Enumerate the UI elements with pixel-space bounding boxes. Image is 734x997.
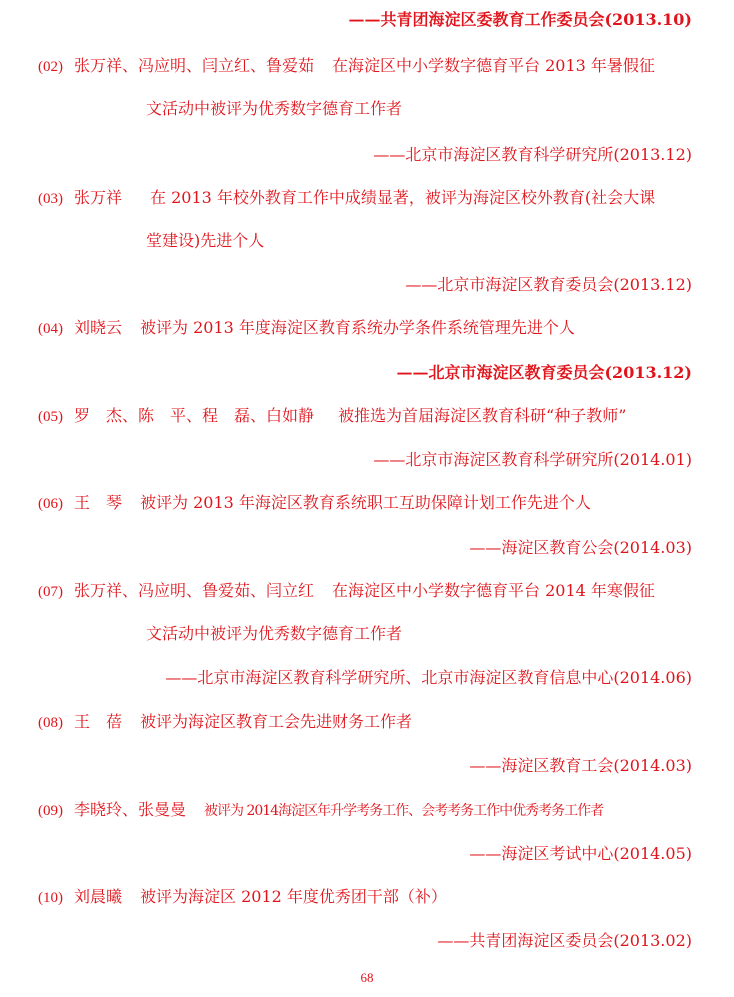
entry-number: (04)	[38, 321, 63, 337]
award-description: 被推选为首届海淀区教育科研“种子教师”	[338, 406, 627, 425]
award-description: 被评为海淀区教育工会先进财务工作者	[140, 712, 413, 731]
entry-number: (03)	[38, 191, 63, 207]
award-description-continued: 堂建设)先进个人	[146, 231, 265, 250]
award-description: 被评为 2013 年度海淀区教育系统办学条件系统管理先进个人	[140, 318, 575, 337]
award-description-continued: 文活动中被评为优秀数字德育工作者	[146, 99, 403, 118]
issuer-line: ——北京市海淀区教育委员会(2013.12)	[405, 275, 692, 294]
recipient-names: 张万祥、冯应明、闫立红、鲁爱茹	[74, 56, 315, 75]
entry-number: (02)	[38, 59, 63, 75]
award-entry	[38, 56, 655, 77]
issuer-line: ——北京市海淀区教育科学研究所(2013.12)	[373, 145, 692, 164]
recipient-names: 刘晓云	[74, 318, 123, 337]
award-entry	[38, 493, 591, 514]
issuer-line: ——海淀区教育工会(2014.03)	[469, 756, 692, 775]
recipient-names: 王 蓓	[74, 712, 123, 731]
issuer-line: ——海淀区教育公会(2014.03)	[469, 538, 692, 557]
award-entry	[38, 581, 655, 602]
issuer-line: ——北京市海淀区教育委员会(2013.12)	[396, 363, 692, 382]
entry-number: (06)	[38, 496, 63, 512]
recipient-names: 张万祥	[74, 188, 123, 207]
entry-number: (10)	[38, 890, 63, 906]
award-description: 在海淀区中小学数字德育平台 2013 年暑假征	[332, 56, 655, 75]
entry-number: (07)	[38, 584, 63, 600]
recipient-names: 张万祥、冯应明、鲁爱茹、闫立红	[74, 581, 315, 600]
page-number: 68	[360, 970, 374, 985]
award-entry	[38, 318, 575, 339]
issuer-line: ——共青团海淀区委教育工作委员会(2013.10)	[348, 10, 692, 29]
recipient-names: 罗 杰、陈 平、程 磊、白如静	[74, 406, 315, 425]
award-entry	[38, 406, 626, 427]
recipient-names: 王 琴	[74, 493, 123, 512]
entry-number: (05)	[38, 409, 63, 425]
award-description: 被评为 2014海淀区年升学考务工作、会考考务工作中优秀考务工作者	[204, 803, 604, 819]
recipient-names: 李晓玲、张曼曼	[74, 800, 187, 819]
award-description: 在海淀区中小学数字德育平台 2014 年寒假征	[332, 581, 655, 600]
award-entry	[38, 712, 412, 733]
award-description: 被评为海淀区 2012 年度优秀团干部（补）	[140, 887, 447, 906]
award-description-continued: 文活动中被评为优秀数字德育工作者	[146, 624, 403, 643]
issuer-line: ——北京市海淀区教育科学研究所、北京市海淀区教育信息中心(2014.06)	[165, 668, 692, 687]
entry-number: (08)	[38, 715, 63, 731]
award-entry	[38, 887, 447, 908]
award-description: 被评为 2013 年海淀区教育系统职工互助保障计划工作先进个人	[140, 493, 591, 512]
award-entry	[38, 800, 603, 821]
issuer-line: ——海淀区考试中心(2014.05)	[469, 844, 692, 863]
issuer-line: ——北京市海淀区教育科学研究所(2014.01)	[373, 450, 692, 469]
award-entry	[38, 188, 655, 209]
recipient-names: 刘晨曦	[74, 887, 123, 906]
entry-number: (09)	[38, 803, 63, 819]
issuer-line: ——共青团海淀区委员会(2013.02)	[437, 931, 692, 950]
award-description: 在 2013 年校外教育工作中成绩显著，被评为海淀区校外教育(社会大课	[150, 188, 656, 207]
